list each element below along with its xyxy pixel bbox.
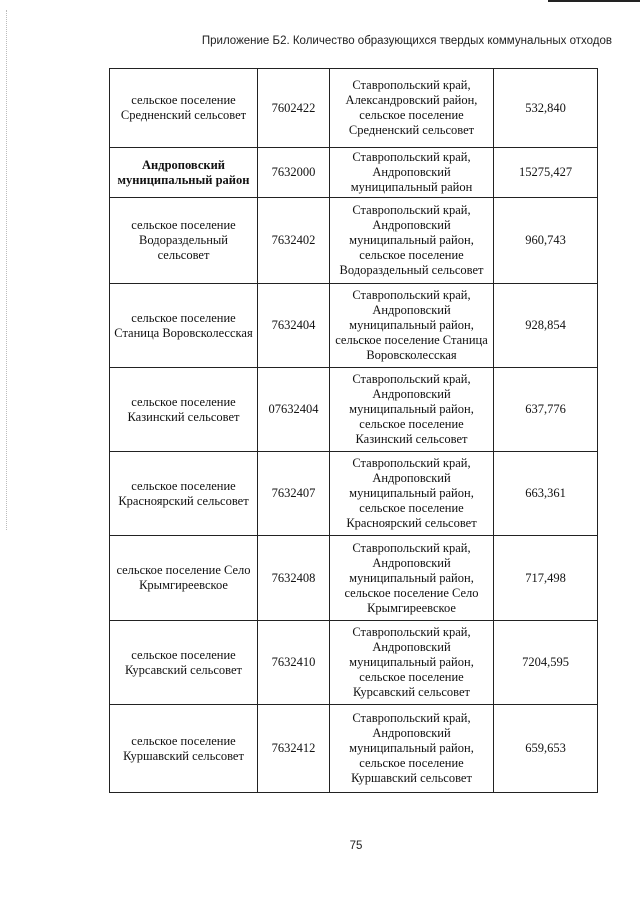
- table-row-district: [110, 148, 598, 198]
- oktmo-code: 7632402: [258, 198, 330, 284]
- oktmo-code: 7632404: [258, 284, 330, 368]
- location-description: Ставропольский край, Андроповский муниципальный район, сельское поселение Казинский сельсовет: [330, 368, 494, 452]
- table-row: [110, 284, 598, 368]
- waste-volume: 532,840: [494, 69, 598, 148]
- location-description: Ставропольский край, Андроповский муниципальный район, сельское поселение Село Крымгиреевское: [330, 536, 494, 621]
- oktmo-code: 7632000: [258, 148, 330, 198]
- table-row: [110, 536, 598, 621]
- settlement-name: сельское поселение Село Крымгиреевское: [110, 536, 258, 621]
- waste-volume: 717,498: [494, 536, 598, 621]
- waste-volume: 928,854: [494, 284, 598, 368]
- location-description: Ставропольский край, Андроповский муниципальный район, сельское поселение Красноярский сельсовет: [330, 452, 494, 536]
- settlement-name: сельское поселение Средненский сельсовет: [110, 69, 258, 148]
- district-name: Андроповский муниципальный район: [110, 148, 258, 198]
- location-description: Ставропольский край, Александровский район, сельское поселение Средненский сельсовет: [330, 69, 494, 148]
- settlement-name: сельское поселение Куршавский сельсовет: [110, 705, 258, 793]
- settlement-name: сельское поселение Станица Воровсколесская: [110, 284, 258, 368]
- top-rule: [548, 0, 640, 2]
- table-row: [110, 368, 598, 452]
- location-description: Ставропольский край, Андроповский муниципальный район, сельское поселение Курсавский сельсовет: [330, 621, 494, 705]
- settlement-name: сельское поселение Водораздельный сельсовет: [110, 198, 258, 284]
- waste-volume: 960,743: [494, 198, 598, 284]
- location-description: Ставропольский край, Андроповский муниципальный район, сельское поселение Водораздельный сельсовет: [330, 198, 494, 284]
- location-description: Ставропольский край, Андроповский муниципальный район: [330, 148, 494, 198]
- scan-edge-marks: [6, 10, 9, 530]
- waste-volume: 663,361: [494, 452, 598, 536]
- waste-volume: 637,776: [494, 368, 598, 452]
- settlement-name: сельское поселение Красноярский сельсовет: [110, 452, 258, 536]
- location-description: Ставропольский край, Андроповский муниципальный район, сельское поселение Куршавский сельсовет: [330, 705, 494, 793]
- waste-table: [109, 68, 598, 793]
- settlement-name: сельское поселение Казинский сельсовет: [110, 368, 258, 452]
- table-row: [110, 198, 598, 284]
- settlement-name: сельское поселение Курсавский сельсовет: [110, 621, 258, 705]
- page-number: 75: [349, 840, 363, 852]
- table-row: [110, 452, 598, 536]
- oktmo-code: 7632412: [258, 705, 330, 793]
- oktmo-code: 7632407: [258, 452, 330, 536]
- waste-volume: 7204,595: [494, 621, 598, 705]
- table-row: [110, 705, 598, 793]
- location-description: Ставропольский край, Андроповский муниципальный район, сельское поселение Станица Воровсколесская: [330, 284, 494, 368]
- oktmo-code: 07632404: [258, 368, 330, 452]
- oktmo-code: 7602422: [258, 69, 330, 148]
- table-row: [110, 69, 598, 148]
- oktmo-code: 7632408: [258, 536, 330, 621]
- oktmo-code: 7632410: [258, 621, 330, 705]
- waste-volume: 15275,427: [494, 148, 598, 198]
- table-row: [110, 621, 598, 705]
- page-header: Приложение Б2. Количество образующихся твердых коммунальных отходов: [201, 35, 612, 47]
- waste-volume: 659,653: [494, 705, 598, 793]
